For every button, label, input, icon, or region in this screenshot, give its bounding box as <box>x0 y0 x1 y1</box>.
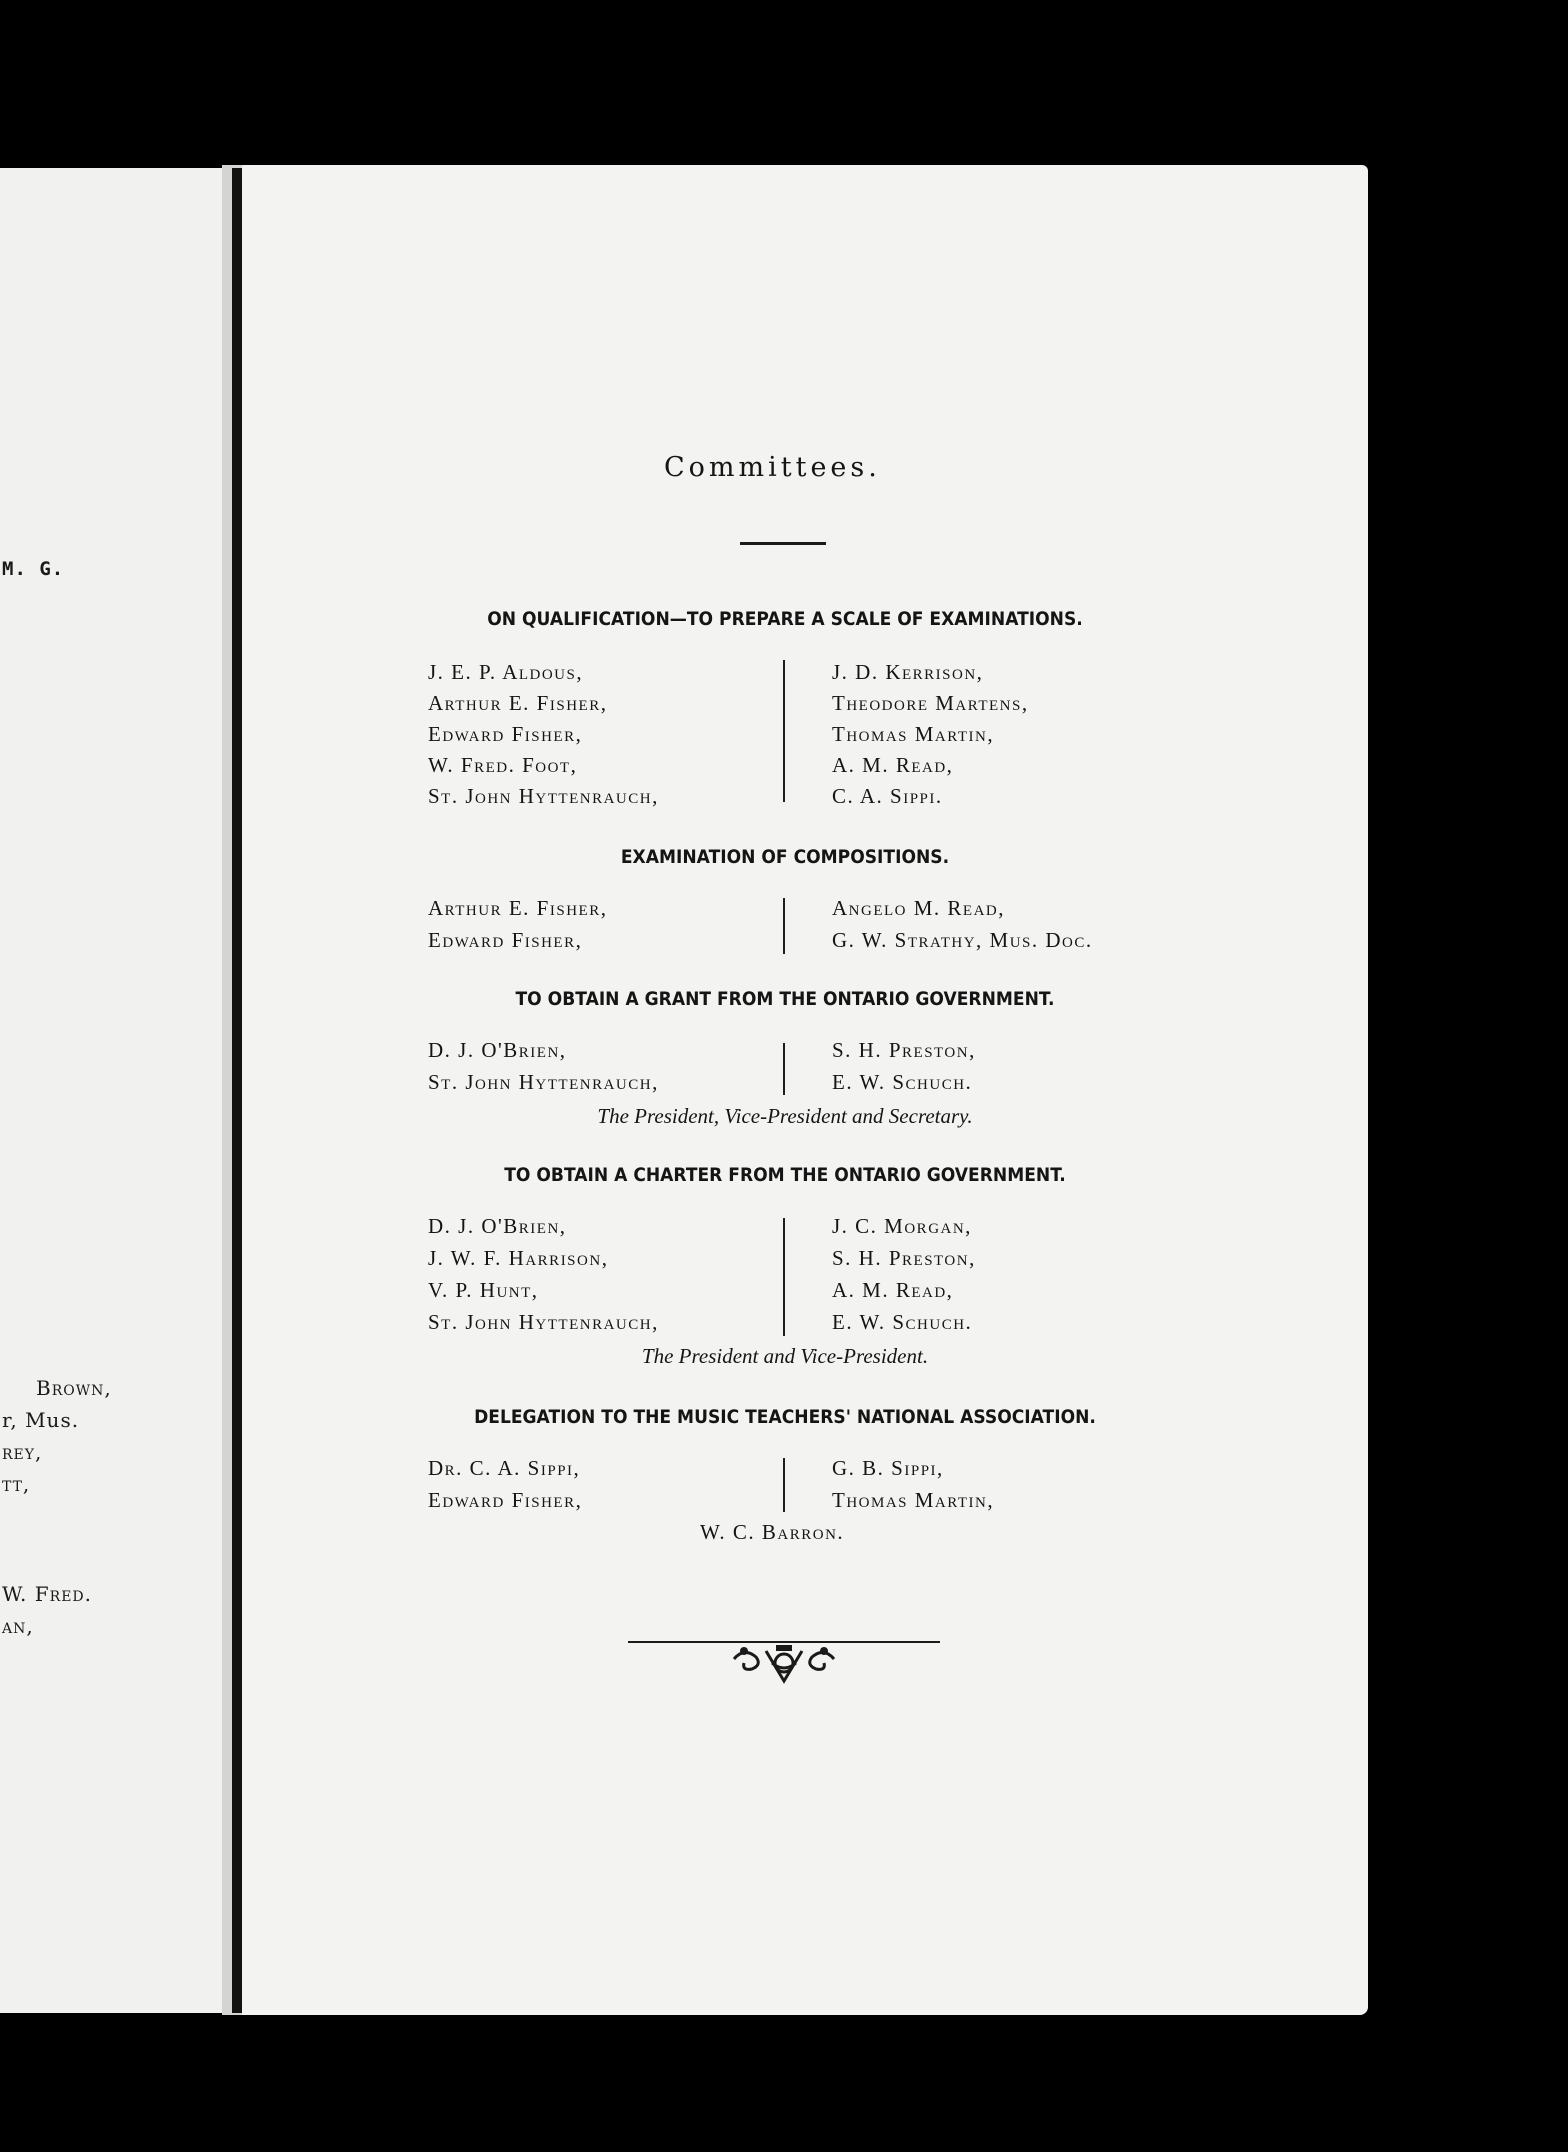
committee-member: St. John Hyttenrauch, <box>428 1310 659 1334</box>
committee-member: E. W. Schuch. <box>832 1070 973 1094</box>
section-heading: TO OBTAIN A CHARTER FROM THE ONTARIO GOVERNMENT. <box>504 1164 1066 1186</box>
committee-member: C. A. Sippi. <box>832 784 943 808</box>
committee-member: St. John Hyttenrauch, <box>428 784 659 808</box>
committee-member: G. B. Sippi, <box>832 1456 944 1480</box>
left-fragment: r, Mus. <box>2 1408 80 1432</box>
committee-member: S. H. Preston, <box>832 1246 976 1270</box>
committee-member: Edward Fisher, <box>428 1488 583 1512</box>
committee-member: Thomas Martin, <box>832 1488 995 1512</box>
committee-note: The President, Vice-President and Secretary. <box>597 1104 973 1128</box>
tailpiece-ornament <box>626 1637 942 1702</box>
committee-member: Theodore Martens, <box>832 691 1029 715</box>
committee-member: Edward Fisher, <box>428 928 583 952</box>
committee-member: A. M. Read, <box>832 1278 954 1302</box>
committee-member: E. W. Schuch. <box>832 1310 973 1334</box>
left-fragment: M. G. <box>2 558 65 580</box>
section-heading: TO OBTAIN A GRANT FROM THE ONTARIO GOVERNMENT. <box>515 988 1055 1010</box>
page-title: Committees. <box>664 452 881 483</box>
column-divider <box>783 660 785 802</box>
column-divider <box>783 1218 785 1336</box>
committee-member: Dr. C. A. Sippi, <box>428 1456 581 1480</box>
committee-member: S. H. Preston, <box>832 1038 976 1062</box>
committee-member: W. Fred. Foot, <box>428 753 578 777</box>
committee-member: G. W. Strathy, Mus. Doc. <box>832 928 1093 952</box>
title-rule <box>740 542 826 545</box>
committee-member: Arthur E. Fisher, <box>428 691 608 715</box>
committee-member: A. M. Read, <box>832 753 954 777</box>
committee-member: Angelo M. Read, <box>832 896 1005 920</box>
section-heading: DELEGATION TO THE MUSIC TEACHERS' NATIONAL ASSOCIATION. <box>474 1406 1096 1428</box>
committee-member: Thomas Martin, <box>832 722 995 746</box>
committee-note: The President and Vice-President. <box>641 1344 929 1368</box>
left-fragment: tt, <box>2 1472 31 1496</box>
column-divider <box>783 1458 785 1512</box>
committee-member: J. E. P. Aldous, <box>428 660 584 684</box>
section-heading: ON QUALIFICATION—TO PREPARE A SCALE OF EXAMINATIONS. <box>487 608 1083 630</box>
committee-member: St. John Hyttenrauch, <box>428 1070 659 1094</box>
column-divider <box>783 898 785 954</box>
left-fragment: Brown, <box>36 1376 112 1400</box>
committee-member: J. W. F. Harrison, <box>428 1246 609 1270</box>
committee-member: J. C. Morgan, <box>832 1214 972 1238</box>
column-divider <box>783 1043 785 1095</box>
left-fragment: W. Fred. <box>2 1582 92 1606</box>
committee-member: Edward Fisher, <box>428 722 583 746</box>
section-heading: EXAMINATION OF COMPOSITIONS. <box>620 846 950 868</box>
committee-member: Arthur E. Fisher, <box>428 896 608 920</box>
committee-member: W. C. Barron. <box>700 1520 845 1544</box>
committee-member: D. J. O'Brien, <box>428 1038 567 1062</box>
left-fragment: rey, <box>2 1440 43 1464</box>
committee-member: J. D. Kerrison, <box>832 660 984 684</box>
left-fragment: an, <box>2 1614 34 1638</box>
committee-member: V. P. Hunt, <box>428 1278 539 1302</box>
committee-member: D. J. O'Brien, <box>428 1214 567 1238</box>
